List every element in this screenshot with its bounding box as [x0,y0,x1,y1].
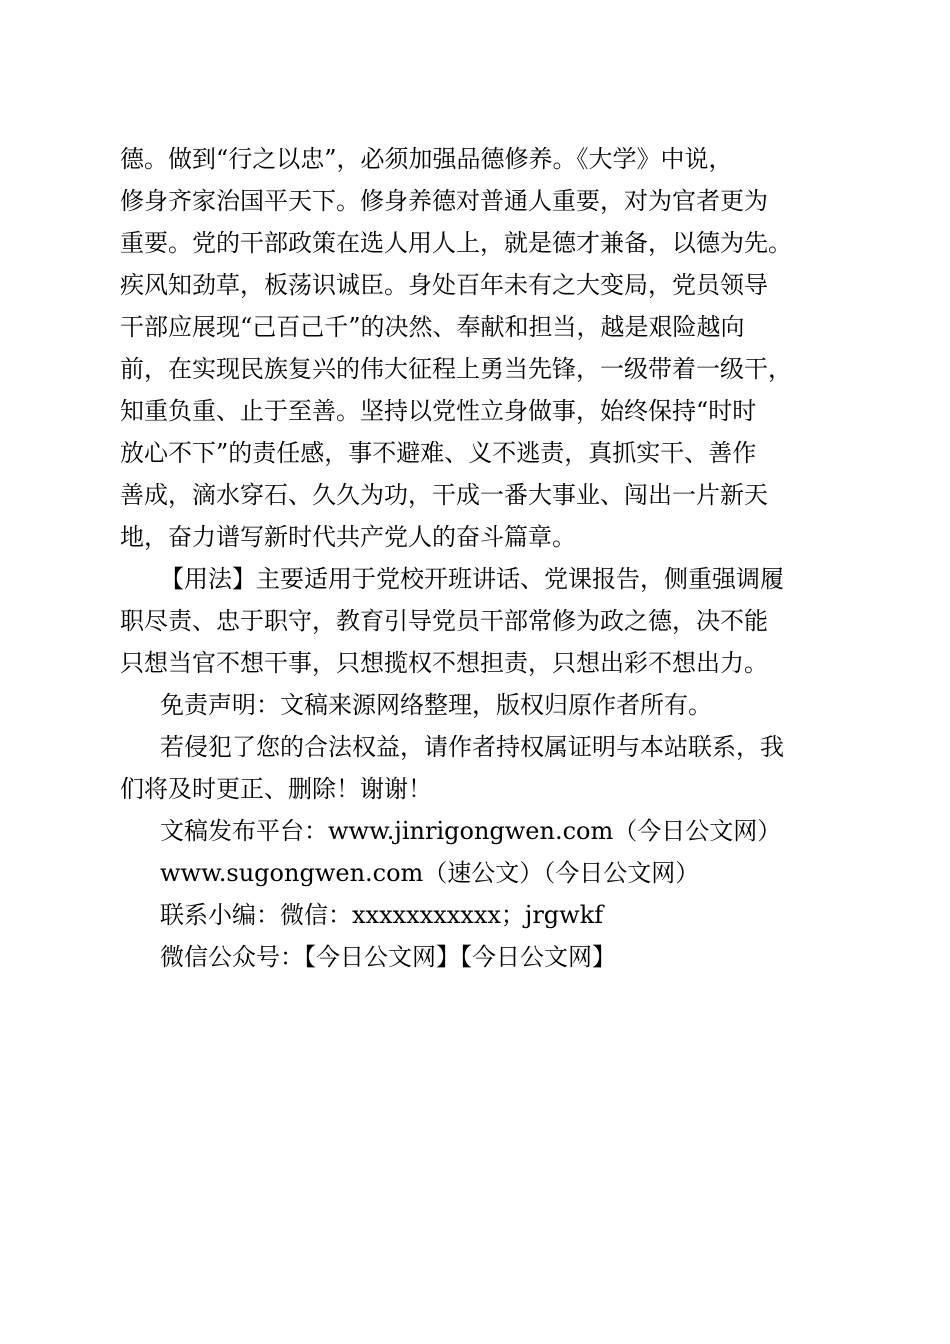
body-line: 干部应展现“己百己千”的决然、奉献和担当，越是艰险越向 [120,313,745,341]
infringement-line: 若侵犯了您的合法权益，请作者持权属证明与本站联系，我 [160,733,784,761]
infringement-line: 们将及时更正、删除！谢谢！ [120,775,432,803]
body-line: 放心不下”的责任感，事不避难、义不逃责，真抓实干、善作 [120,439,757,467]
body-line: 重要。党的干部政策在选人用人上，就是德才兼备，以德为先。 [120,229,792,257]
platform-line: 文稿发布平台：www.jinrigongwen.com（今日公文网） [160,817,782,845]
body-line: 前，在实现民族复兴的伟大征程上勇当先锋，一级带着一级干， [120,355,792,383]
usage-line: 职尽责、忠于职守，教育引导党员干部常修为政之德，决不能 [120,607,768,635]
body-line: 修身齐家治国平天下。修身养德对普通人重要，对为官者更为 [120,187,768,215]
disclaimer-line: 免责声明：文稿来源网络整理，版权归原作者所有。 [160,691,712,719]
platform-line: www.sugongwen.com（速公文）（今日公文网） [160,859,700,887]
contact-line: 联系小编：微信：xxxxxxxxxxx；jrgwkf [160,901,604,929]
body-line: 德。做到“行之以忠”，必须加强品德修养。《大学》中说， [120,145,733,173]
body-line: 善成，滴水穿石、久久为功，干成一番大事业、闯出一片新天 [120,481,768,509]
usage-line: 【用法】主要适用于党校开班讲话、党课报告，侧重强调履 [160,565,784,593]
body-line: 地，奋力谱写新时代共产党人的奋斗篇章。 [120,523,576,551]
document-body [120,138,850,978]
body-line: 疾风知劲草，板荡识诚臣。身处百年未有之大变局，党员领导 [120,271,768,299]
wechat-account-line: 微信公众号：【今日公文网】【今日公文网】 [160,943,616,971]
usage-line: 只想当官不想干事，只想揽权不想担责，只想出彩不想出力。 [120,649,768,677]
body-line: 知重负重、止于至善。坚持以党性立身做事，始终保持“时时 [120,397,757,425]
